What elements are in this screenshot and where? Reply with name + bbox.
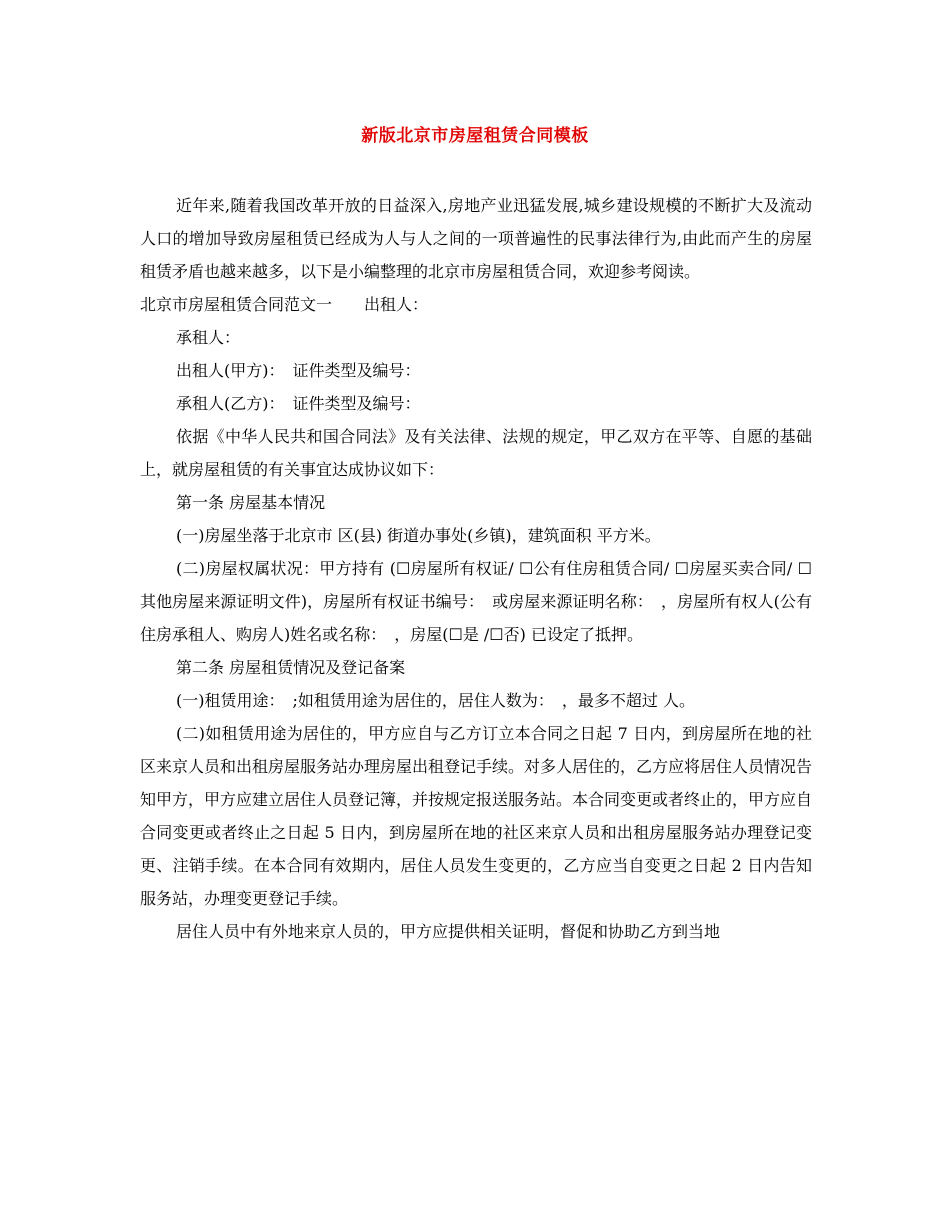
article-2-item-1: (一)租赁用途： ;如租赁用途为居住的，居住人数为： ，最多不超过 人。 [176, 691, 695, 710]
document-title: 新版北京市房屋租赁合同模板 [361, 126, 589, 146]
paragraph-legal-basis: 依据《中华人民共和国合同法》及有关法律、法规的规定，甲乙双方在平等、自愿的基础上，就房屋租赁的有关事宜达成协议如下： [140, 427, 812, 479]
article-1-item-1: (一)房屋坐落于北京市 区(县) 街道办事处(乡镇)，建筑面积 平方米。 [176, 526, 661, 545]
article-1-item-2: (二)房屋权属状况：甲方持有 (☐房屋所有权证/ ☐公有住房租赁合同/ ☐房屋买卖合同/ ☐其他房屋来源证明文件)，房屋所有权证书编号： 或房屋来源证明名称： ，房屋所有权人(公有住房承租人、购房人)姓名或名称： ，房屋(☐是 /☐否) 已设定了抵押。 [140, 559, 812, 644]
document-body [140, 189, 812, 948]
paragraph-lessee: 承租人： [176, 328, 241, 347]
paragraph-sample-heading: 北京市房屋租赁合同范文一 出租人： [140, 295, 429, 314]
article-2-heading: 第二条 房屋租赁情况及登记备案 [176, 658, 406, 677]
paragraph-party-a: 出租人(甲方)： 证件类型及编号： [176, 361, 421, 380]
article-2-item-3: 居住人员中有外地来京人员的，甲方应提供相关证明，督促和协助乙方到当地 [176, 922, 721, 941]
article-2-item-2: (二)如租赁用途为居住的，甲方应自与乙方订立本合同之日起 7 日内，到房屋所在地的社区来京人员和出租房屋服务站办理房屋出租登记手续。对多人居住的，乙方应将居住人员情况告知甲方，甲方应建立居住人员登记簿，并按规定报送服务站。本合同变更或者终止的，甲方应自合同变更或者终止之日起 5 日内，到房屋所在地的社区来京人员和出租房屋服务站办理登记变更、注销手续。在本合同有效期内，居住人员发生变更的，乙方应当自变更之日起 2 日内告知服务站，办理变更登记手续。 [140, 724, 813, 908]
article-1-heading: 第一条 房屋基本情况 [176, 493, 326, 512]
paragraph-party-b: 承租人(乙方)： 证件类型及编号： [176, 394, 421, 413]
paragraph-intro: 近年来,随着我国改革开放的日益深入,房地产业迅猛发展,城乡建设规模的不断扩大及流动人口的增加导致房屋租赁已经成为人与人之间的一项普遍性的民事法律行为,由此而产生的房屋租赁矛盾也越来越多，以下是小编整理的北京市房屋租赁合同，欢迎参考阅读。 [140, 196, 812, 281]
